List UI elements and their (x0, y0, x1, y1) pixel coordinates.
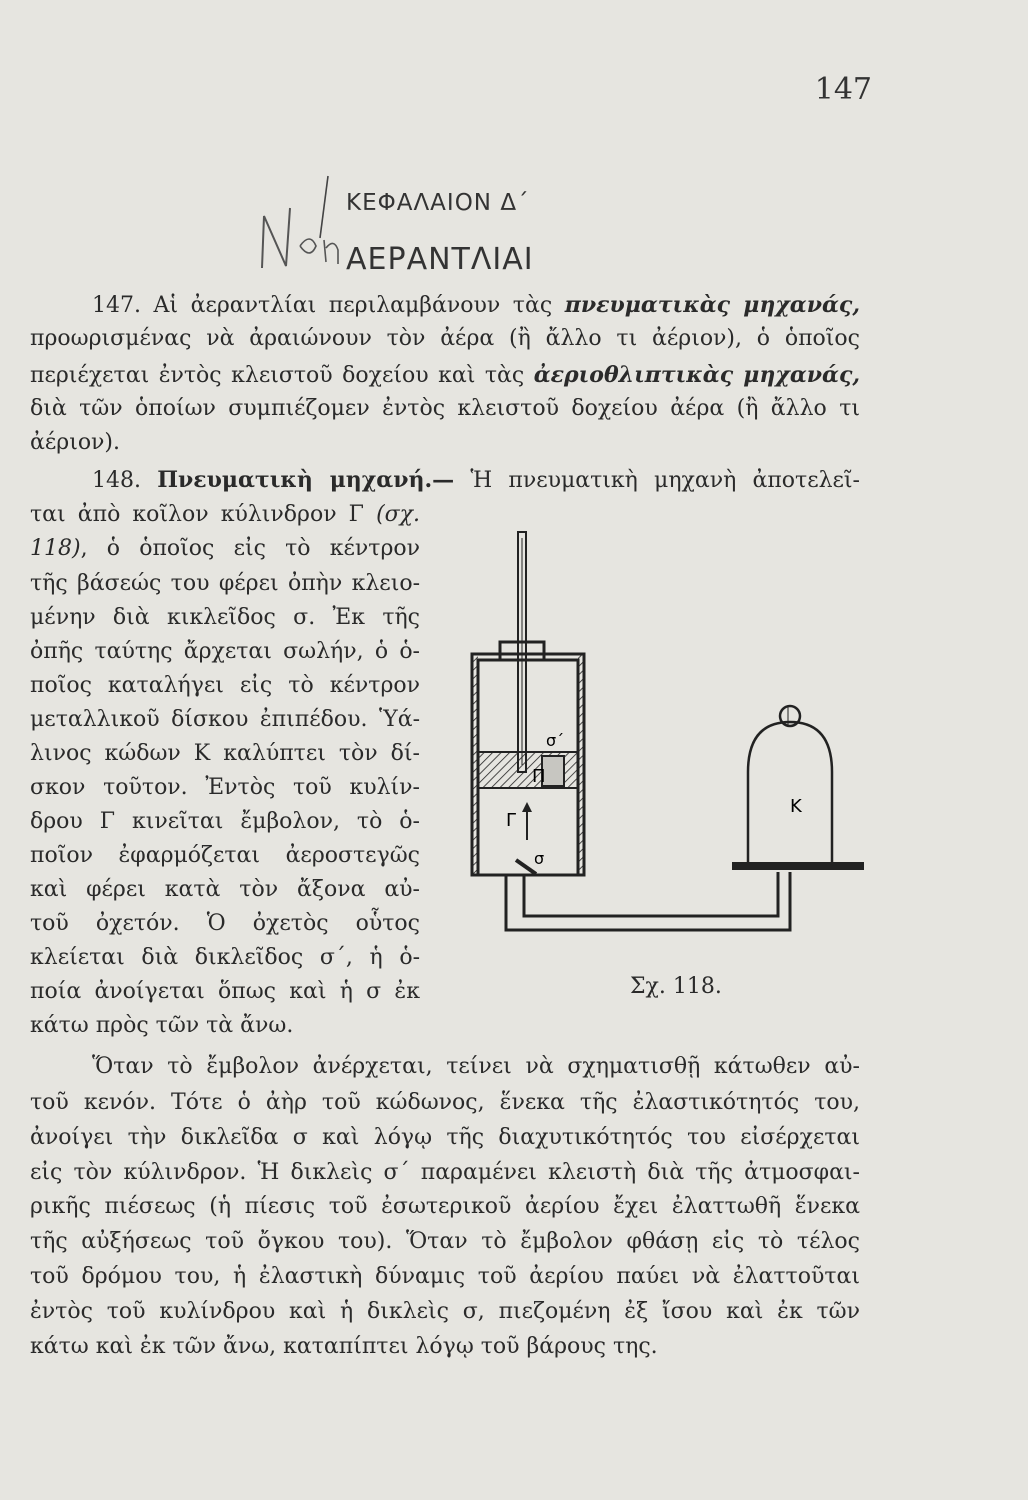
para148-line: ποῖος καταλήγει εἰς τὸ κέντρον (30, 673, 420, 698)
para148-line: δρου Γ κινεῖται ἔμβολον, τὸ ὁ- (30, 809, 420, 834)
para148-line2: ται ἀπὸ κοῖλον κύλινδρον Γ (σχ. (30, 502, 420, 527)
label-valve-bottom: σ (534, 849, 545, 868)
page-number: 147 (814, 72, 872, 107)
para148-line: κάτω πρὸς τῶν τὰ ἄνω. (30, 1013, 294, 1038)
para148-line: λινος κώδων Κ καλύπτει τὸν δί- (30, 741, 420, 766)
connecting-tube (506, 872, 790, 930)
air-pump-diagram (470, 520, 870, 950)
para148-line: ποῖον ἐφαρμόζεται ἀεροστεγῶς (30, 843, 420, 868)
para3-line: κάτω καὶ ἐκ τῶν ἄνω, καταπίπτει λόγῳ τοῦ βάρους της. (30, 1334, 658, 1359)
para148-line: τοῦ ὀχετόν. Ὁ ὀχετὸς οὗτος (30, 911, 420, 936)
para148-line: κλείεται διὰ δικλεῖδος σ΄, ἡ ὁ- (30, 945, 420, 970)
para3-line: τοῦ κενόν. Τότε ὁ ἀὴρ τοῦ κώδωνος, ἕνεκα τῆς ἐλαστικότητός του, (30, 1090, 860, 1115)
label-valve-top: σ΄ (546, 731, 565, 750)
para3-line: ρικῆς πιέσεως (ἡ πίεσις τοῦ ἐσωτερικοῦ ἀερίου ἔχει ἐλαττωθῆ ἕνεκα (30, 1194, 860, 1219)
para148-line: ποία ἀνοίγεται ὅπως καὶ ἡ σ ἐκ (30, 979, 420, 1004)
para148-line: μένην διὰ κικλεῖδος σ. Ἐκ τῆς (30, 605, 420, 630)
flow-arrow (522, 802, 532, 840)
para148-line: σκον τοῦτον. Ἐντὸς τοῦ κυλίν- (30, 775, 420, 800)
para147-line4: διὰ τῶν ὁποίων συμπιέζομεν ἐντὸς κλειστοῦ δοχείου ἀέρα (ἢ ἄλλο τι (30, 396, 860, 421)
valve-bottom (516, 860, 536, 874)
para3-line: ἐντὸς τοῦ κυλίνδρου καὶ ἡ δικλεὶς σ, πιεζομένη ἐξ ἴσου καὶ ἐκ τῶν (30, 1299, 860, 1324)
para148-line1: 148. Πνευματικὴ μηχανή.— Ἡ πνευματικὴ μηχανὴ ἀποτελεῖ- (92, 467, 860, 493)
label-cylinder: Γ (506, 810, 517, 831)
bell-jar (748, 706, 832, 862)
figure-caption: Σχ. 118. (630, 974, 722, 999)
para148-line: ὀπῆς ταύτης ἄρχεται σωλήν, ὁ ὁ- (30, 639, 420, 664)
section-title: ΑΕΡΑΝΤΛΙΑΙ (346, 242, 534, 277)
para3-line: Ὅταν τὸ ἔμβολον ἀνέρχεται, τείνει νὰ σχηματισθῇ κάτωθεν αὐ- (92, 1054, 860, 1079)
para148-line3: 118), ὁ ὁποῖος εἰς τὸ κέντρον (30, 536, 420, 561)
piston (478, 752, 578, 788)
para3-line: τῆς αὐξήσεως τοῦ ὄγκου του). Ὅταν τὸ ἔμβολον φθάσῃ εἰς τὸ τέλος (30, 1229, 860, 1254)
para147-line3: περιέχεται ἐντὸς κλειστοῦ δοχείου καὶ τὰς ἀεριοθλιπτικὰς μηχανάς, (30, 362, 860, 388)
para3-line: εἰς τὸν κύλινδρον. Ἡ δικλεὶς σ΄ παραμένει κλειστὴ διὰ τῆς ἀτμοσφαι- (30, 1160, 860, 1185)
para3-line: τοῦ δρόμου του, ἡ ἐλαστικὴ δύναμις τοῦ ἀερίου παύει νὰ ἐλαττοῦται (30, 1264, 860, 1289)
para3-line: ἀνοίγει τὴν δικλεῖδα σ καὶ λόγῳ τῆς διαχυτικότητός του εἰσέρχεται (30, 1125, 860, 1150)
para147-line1: 147. Αἱ ἀεραντλίαι περιλαμβάνουν τὰς πνευματικὰς μηχανάς, (92, 292, 860, 318)
para147-line2: προωρισμένας νὰ ἀραιώνουν τὸν ἀέρα (ἢ ἄλλο τι ἀέριον), ὁ ὁποῖος (30, 326, 860, 351)
label-piston: Π (532, 766, 546, 787)
chapter-heading: ΚΕΦΑΛΑΙΟΝ Δ΄ (346, 190, 530, 216)
label-bell: Κ (790, 796, 802, 817)
para148-line: καὶ φέρει κατὰ τὸν ἄξονα αὐ- (30, 877, 420, 902)
piston-rod (518, 532, 526, 772)
plate (732, 862, 864, 870)
para148-line: μεταλλικοῦ δίσκου ἐπιπέδου. Ὑά- (30, 707, 420, 732)
para147-line5: ἀέριον). (30, 430, 121, 455)
para148-line: τῆς βάσεώς του φέρει ὀπὴν κλειο- (30, 571, 420, 596)
